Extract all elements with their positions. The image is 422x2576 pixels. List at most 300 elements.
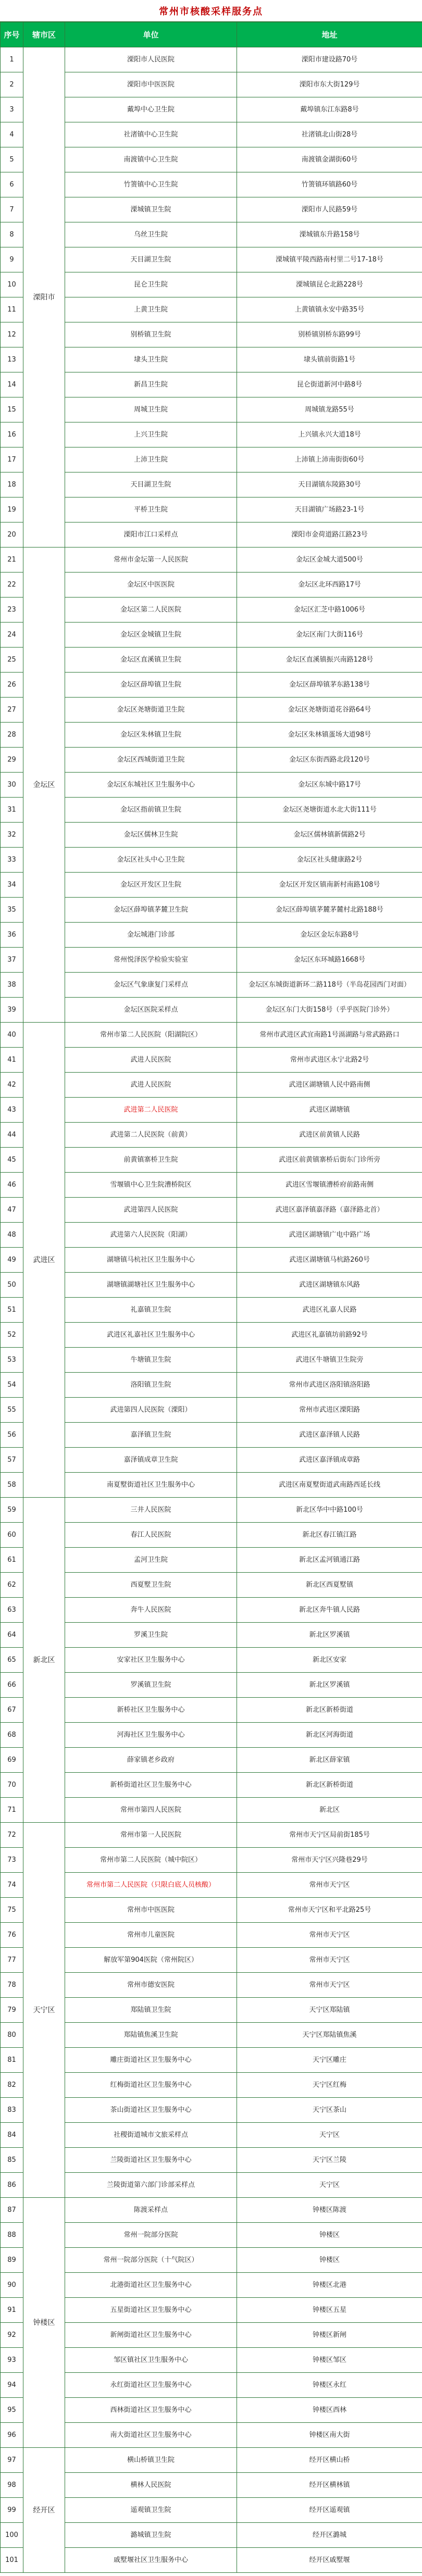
address-cell: 常州市天宁区局前街185号 <box>237 1823 422 1848</box>
unit-cell: 金坛区薛埠镇茅麓卫生院 <box>65 898 237 923</box>
address-cell: 常州市天宁区兴隆巷29号 <box>237 1848 422 1873</box>
unit-cell: 金坛区金城镇卫生院 <box>65 623 237 648</box>
unit-cell: 罗溪卫生院 <box>65 1623 237 1648</box>
unit-cell: 孟河卫生院 <box>65 1548 237 1573</box>
unit-cell: 周城卫生院 <box>65 397 237 422</box>
address-cell: 钟楼区五星 <box>237 2298 422 2323</box>
unit-cell: 茶山街道社区卫生服务中心 <box>65 2098 237 2123</box>
row-number: 29 <box>1 748 23 773</box>
unit-cell: 金坛区中医医院 <box>65 573 237 598</box>
row-number: 13 <box>1 347 23 372</box>
row-number: 32 <box>1 823 23 848</box>
unit-cell: 春江人民医院 <box>65 1523 237 1548</box>
unit-cell: 武进区礼嘉社区卫生服务中心 <box>65 1323 237 1348</box>
district-cell: 新北区 <box>23 1498 65 1823</box>
header-unit: 单位 <box>65 22 237 47</box>
unit-cell: 常州市第二人民医院（城中院区） <box>65 1848 237 1873</box>
unit-cell: 西林街道社区卫生服务中心 <box>65 2398 237 2423</box>
address-cell: 天宁区茶山 <box>237 2098 422 2123</box>
address-cell: 昆仑街道新河中路8号 <box>237 372 422 397</box>
row-number: 54 <box>1 1373 23 1398</box>
address-cell: 经开区横山桥 <box>237 2448 422 2473</box>
row-number: 86 <box>1 2173 23 2198</box>
table-row <box>1 547 422 573</box>
unit-cell: 天目湖卫生院 <box>65 472 237 497</box>
unit-cell: 溧阳市江口采样点 <box>65 522 237 547</box>
unit-cell: 横林人民医院 <box>65 2473 237 2498</box>
unit-cell: 埭头卫生院 <box>65 347 237 372</box>
row-number: 47 <box>1 1198 23 1223</box>
row-number: 74 <box>1 1873 23 1898</box>
row-number: 8 <box>1 222 23 247</box>
address-cell: 钟楼区邹区 <box>237 2348 422 2373</box>
row-number: 97 <box>1 2448 23 2473</box>
row-number: 40 <box>1 1023 23 1048</box>
unit-cell: 常州一院部分医院（十气院区） <box>65 2248 237 2273</box>
unit-cell: 湖塘镇湖塘社区卫生服务中心 <box>65 1273 237 1298</box>
unit-cell: 新昌卫生院 <box>65 372 237 397</box>
address-cell: 新北区西夏墅镇 <box>237 1573 422 1598</box>
table-row <box>1 1498 422 1523</box>
row-number: 98 <box>1 2473 23 2498</box>
address-cell: 周城镇龙路55号 <box>237 397 422 422</box>
address-cell: 武进区湖塘镇广电中路广场 <box>237 1223 422 1248</box>
row-number: 94 <box>1 2373 23 2398</box>
unit-cell: 郑陆镇卫生院 <box>65 1998 237 2023</box>
unit-cell: 遥观镇卫生院 <box>65 2498 237 2523</box>
row-number: 49 <box>1 1248 23 1273</box>
row-number: 24 <box>1 623 23 648</box>
address-cell: 武进区雪堰镇漕桥府前路南侧 <box>237 1173 422 1198</box>
address-cell: 武进区礼嘉镇坊前路92号 <box>237 1323 422 1348</box>
address-cell: 常州市武进区溧阳路 <box>237 1398 422 1423</box>
address-cell: 别桥镇别桥东路99号 <box>237 322 422 347</box>
row-number: 89 <box>1 2248 23 2273</box>
unit-cell: 武进第二人民医院 <box>65 1098 237 1123</box>
address-cell: 钟楼区北港 <box>237 2273 422 2298</box>
header-district: 辖市区 <box>23 22 65 47</box>
row-number: 4 <box>1 122 23 147</box>
address-cell: 钟楼区 <box>237 2223 422 2248</box>
district-cell: 经开区 <box>23 2448 65 2573</box>
unit-cell: 金坛城港门诊部 <box>65 923 237 948</box>
row-number: 93 <box>1 2348 23 2373</box>
header-address: 地址 <box>237 22 422 47</box>
row-number: 14 <box>1 372 23 397</box>
unit-cell: 常州市第二人民医院（只限白底人员核酸） <box>65 1873 237 1898</box>
address-cell: 钟楼区南大街 <box>237 2423 422 2448</box>
row-number: 34 <box>1 873 23 898</box>
row-number: 92 <box>1 2323 23 2348</box>
unit-cell: 金坛区指前镇卫生院 <box>65 798 237 823</box>
row-number: 84 <box>1 2123 23 2148</box>
row-number: 53 <box>1 1348 23 1373</box>
row-number: 56 <box>1 1423 23 1448</box>
row-number: 77 <box>1 1948 23 1973</box>
unit-cell: 溧阳市中医医院 <box>65 72 237 97</box>
unit-cell: 戴埠中心卫生院 <box>65 97 237 122</box>
row-number: 61 <box>1 1548 23 1573</box>
row-number: 3 <box>1 97 23 122</box>
address-cell: 经开区戚墅堰 <box>237 2548 422 2573</box>
row-number: 101 <box>1 2548 23 2573</box>
unit-cell: 武进人民医院 <box>65 1048 237 1073</box>
row-number: 6 <box>1 172 23 197</box>
row-number: 96 <box>1 2423 23 2448</box>
row-number: 57 <box>1 1448 23 1473</box>
unit-cell: 永红街道社区卫生服务中心 <box>65 2373 237 2398</box>
address-cell: 钟楼区 <box>237 2248 422 2273</box>
address-cell: 溧阳市金荷道路江路23号 <box>237 522 422 547</box>
address-cell: 武进区前黄镇寨桥后街东门诊所旁 <box>237 1148 422 1173</box>
address-cell: 新北区新桥街道 <box>237 1698 422 1723</box>
unit-cell: 上兴卫生院 <box>65 422 237 447</box>
unit-cell: 常州市中医医院 <box>65 1898 237 1923</box>
unit-cell: 解放军第904医院（常州院区） <box>65 1948 237 1973</box>
address-cell: 武进区礼嘉人民路 <box>237 1298 422 1323</box>
table-row <box>1 1823 422 1848</box>
unit-cell: 兰陵街道社区卫生服务中心 <box>65 2148 237 2173</box>
address-cell: 新北区春江镇江路 <box>237 1523 422 1548</box>
row-number: 44 <box>1 1123 23 1148</box>
address-cell: 溧阳市建设路70号 <box>237 47 422 72</box>
unit-cell: 溧阳市人民医院 <box>65 47 237 72</box>
row-number: 5 <box>1 147 23 172</box>
unit-cell: 南大街道社区卫生服务中心 <box>65 2423 237 2448</box>
unit-cell: 湖塘镇马杭社区卫生服务中心 <box>65 1248 237 1273</box>
address-cell: 上黄镇镇永安中路35号 <box>237 297 422 322</box>
row-number: 41 <box>1 1048 23 1073</box>
row-number: 99 <box>1 2498 23 2523</box>
unit-cell: 上黄卫生院 <box>65 297 237 322</box>
row-number: 62 <box>1 1573 23 1598</box>
row-number: 20 <box>1 522 23 547</box>
address-cell: 常州市天宁区 <box>237 1923 422 1948</box>
address-cell: 上沛镇上沛南街街60号 <box>237 447 422 472</box>
address-cell: 戴埠镇东江东路8号 <box>237 97 422 122</box>
table-row <box>1 1023 422 1048</box>
row-number: 22 <box>1 573 23 598</box>
unit-cell: 常州市第一人民医院 <box>65 1823 237 1848</box>
address-cell: 金坛区金城大道500号 <box>237 547 422 573</box>
unit-cell: 常州市第四人民医院 <box>65 1798 237 1823</box>
row-number: 48 <box>1 1223 23 1248</box>
unit-cell: 南夏墅街道社区卫生服务中心 <box>65 1473 237 1498</box>
unit-cell: 金坛区医院采样点 <box>65 998 237 1023</box>
unit-cell: 三井人民医院 <box>65 1498 237 1523</box>
row-number: 70 <box>1 1773 23 1798</box>
unit-cell: 上沛卫生院 <box>65 447 237 472</box>
row-number: 72 <box>1 1823 23 1848</box>
address-cell: 常州市武进区武宜南路1号滆湖路与常武路路口 <box>237 1023 422 1048</box>
address-cell: 武进区牛塘镇卫生院旁 <box>237 1348 422 1373</box>
table-row <box>1 2448 422 2473</box>
row-number: 66 <box>1 1673 23 1698</box>
unit-cell: 雪堰镇中心卫生院漕桥院区 <box>65 1173 237 1198</box>
address-cell: 武进区嘉泽镇嘉泽路（嘉泽路北首） <box>237 1198 422 1223</box>
address-cell: 金坛区东环城路1668号 <box>237 948 422 973</box>
address-cell: 武进区南夏墅街道武南路西延长线 <box>237 1473 422 1498</box>
address-cell: 新北区奔牛镇人民路 <box>237 1598 422 1623</box>
row-number: 65 <box>1 1648 23 1673</box>
row-number: 9 <box>1 247 23 272</box>
unit-cell: 武进第二人民医院（前黄） <box>65 1123 237 1148</box>
unit-cell: 新闸街道社区卫生服务中心 <box>65 2323 237 2348</box>
table-row <box>1 2198 422 2223</box>
row-number: 75 <box>1 1898 23 1923</box>
address-cell: 武进区嘉泽镇成章路 <box>237 1448 422 1473</box>
row-number: 78 <box>1 1973 23 1998</box>
row-number: 83 <box>1 2098 23 2123</box>
address-cell: 新北区罗溪镇 <box>237 1623 422 1648</box>
address-cell: 金坛区汇芝中路1006号 <box>237 598 422 623</box>
unit-cell: 洛阳镇卫生院 <box>65 1373 237 1398</box>
address-cell: 金坛区尧塘街道花谷路64号 <box>237 698 422 723</box>
address-cell: 常州市天宁区和平北路25号 <box>237 1898 422 1923</box>
row-number: 82 <box>1 2073 23 2098</box>
unit-cell: 邹区镇社区卫生服务中心 <box>65 2348 237 2373</box>
address-cell: 天宁区 <box>237 2173 422 2198</box>
unit-cell: 南渡镇中心卫生院 <box>65 147 237 172</box>
address-cell: 溧阳市东大街129号 <box>237 72 422 97</box>
unit-cell: 金坛区气象康复门采样点 <box>65 973 237 998</box>
header-no: 序号 <box>1 22 23 47</box>
address-cell: 金坛区南门大街116号 <box>237 623 422 648</box>
unit-cell: 常州市德安医院 <box>65 1973 237 1998</box>
row-number: 37 <box>1 948 23 973</box>
row-number: 42 <box>1 1073 23 1098</box>
address-cell: 溧城镇东升路158号 <box>237 222 422 247</box>
unit-cell: 雕庄街道社区卫生服务中心 <box>65 2048 237 2073</box>
unit-cell: 溧城镇卫生院 <box>65 197 237 222</box>
unit-cell: 武进人民医院 <box>65 1073 237 1098</box>
unit-cell: 金坛区儒林卫生院 <box>65 823 237 848</box>
address-cell: 金坛区社头健康路2号 <box>237 848 422 873</box>
row-number: 88 <box>1 2223 23 2248</box>
row-number: 60 <box>1 1523 23 1548</box>
unit-cell: 前黄镇寨桥卫生院 <box>65 1148 237 1173</box>
row-number: 10 <box>1 272 23 297</box>
address-cell: 金坛区薛埠镇茅麓茅麓村北路188号 <box>237 898 422 923</box>
address-cell: 钟楼区陈渡 <box>237 2198 422 2223</box>
unit-cell: 社渚镇中心卫生院 <box>65 122 237 147</box>
row-number: 52 <box>1 1323 23 1348</box>
row-number: 55 <box>1 1398 23 1423</box>
unit-cell: 金坛区薛埠镇卫生院 <box>65 673 237 698</box>
address-cell: 金坛区东城中路17号 <box>237 773 422 798</box>
row-number: 64 <box>1 1623 23 1648</box>
address-cell: 常州市天宁区 <box>237 1973 422 1998</box>
row-number: 31 <box>1 798 23 823</box>
unit-cell: 常州市儿童医院 <box>65 1923 237 1948</box>
unit-cell: 嘉泽镇成章卫生院 <box>65 1448 237 1473</box>
unit-cell: 潞城镇卫生院 <box>65 2523 237 2548</box>
row-number: 15 <box>1 397 23 422</box>
row-number: 45 <box>1 1148 23 1173</box>
address-cell: 新北区河海街道 <box>237 1723 422 1748</box>
address-cell: 武进区湖塘镇马杭路260号 <box>237 1248 422 1273</box>
row-number: 27 <box>1 698 23 723</box>
row-number: 38 <box>1 973 23 998</box>
row-number: 26 <box>1 673 23 698</box>
header-row <box>1 22 422 47</box>
unit-cell: 西夏墅卫生院 <box>65 1573 237 1598</box>
unit-cell: 陈渡采样点 <box>65 2198 237 2223</box>
unit-cell: 新桥社区卫生服务中心 <box>65 1698 237 1723</box>
row-number: 59 <box>1 1498 23 1523</box>
unit-cell: 新桥街道社区卫生服务中心 <box>65 1773 237 1798</box>
address-cell: 钟楼区新闸 <box>237 2323 422 2348</box>
page-title: 常州市核酸采样服务点 <box>0 0 422 22</box>
district-cell: 溧阳市 <box>23 47 65 547</box>
address-cell: 武进区湖塘镇人民中路南侧 <box>237 1073 422 1098</box>
row-number: 51 <box>1 1298 23 1323</box>
address-cell: 新北区华中中路100号 <box>237 1498 422 1523</box>
unit-cell: 安家社区卫生服务中心 <box>65 1648 237 1673</box>
address-cell: 金坛区北环西路17号 <box>237 573 422 598</box>
row-number: 25 <box>1 648 23 673</box>
address-cell: 天目湖镇广场路23-1号 <box>237 497 422 522</box>
row-number: 30 <box>1 773 23 798</box>
address-cell: 金坛区开发区镇南新村南路108号 <box>237 873 422 898</box>
address-cell: 竹箦镇环镇路60号 <box>237 172 422 197</box>
address-cell: 常州市天宁区 <box>237 1873 422 1898</box>
unit-cell: 兰陵街道第六部门诊部采样点 <box>65 2173 237 2198</box>
address-cell: 溧阳市人民路59号 <box>237 197 422 222</box>
row-number: 19 <box>1 497 23 522</box>
address-cell: 金坛区尧塘街道水北大街111号 <box>237 798 422 823</box>
row-number: 91 <box>1 2298 23 2323</box>
address-cell: 天目湖镇东陵路30号 <box>237 472 422 497</box>
row-number: 80 <box>1 2023 23 2048</box>
row-number: 2 <box>1 72 23 97</box>
unit-cell: 竹箦镇中心卫生院 <box>65 172 237 197</box>
address-cell: 天宁区 <box>237 2123 422 2148</box>
address-cell: 新北区安家 <box>237 1648 422 1673</box>
row-number: 73 <box>1 1848 23 1873</box>
address-cell: 武进区前黄镇人民路 <box>237 1123 422 1148</box>
address-cell: 金坛区直溪镇振兴南路128号 <box>237 648 422 673</box>
row-number: 12 <box>1 322 23 347</box>
row-number: 43 <box>1 1098 23 1123</box>
unit-cell: 北港街道社区卫生服务中心 <box>65 2273 237 2298</box>
address-cell: 溧城镇昆仑北路228号 <box>237 272 422 297</box>
address-cell: 金坛区朱林镇蛋场大道98号 <box>237 723 422 748</box>
row-number: 67 <box>1 1698 23 1723</box>
row-number: 63 <box>1 1598 23 1623</box>
row-number: 17 <box>1 447 23 472</box>
row-number: 69 <box>1 1748 23 1773</box>
unit-cell: 戚墅堰社区卫生服务中心 <box>65 2548 237 2573</box>
row-number: 36 <box>1 923 23 948</box>
row-number: 39 <box>1 998 23 1023</box>
row-number: 23 <box>1 598 23 623</box>
service-points-table <box>0 22 422 2573</box>
address-cell: 天宁区兰陵 <box>237 2148 422 2173</box>
row-number: 79 <box>1 1998 23 2023</box>
row-number: 85 <box>1 2148 23 2173</box>
unit-cell: 武进第四人民医院 <box>65 1198 237 1223</box>
unit-cell: 武进第四人民医院（溧阳） <box>65 1398 237 1423</box>
unit-cell: 金坛区直溪镇卫生院 <box>65 648 237 673</box>
row-number: 46 <box>1 1173 23 1198</box>
address-cell: 埭头镇前街路1号 <box>237 347 422 372</box>
table-body <box>1 47 422 2573</box>
unit-cell: 常州市金坛第一人民医院 <box>65 547 237 573</box>
address-cell: 南渡镇金湖街60号 <box>237 147 422 172</box>
row-number: 1 <box>1 47 23 72</box>
address-cell: 溧城镇平陵西路南村里二号17-18号 <box>237 247 422 272</box>
row-number: 68 <box>1 1723 23 1748</box>
address-cell: 金坛区东城街道新环二路118号（半岛花园西门对面） <box>237 973 422 998</box>
address-cell: 天宁区郑陆镇 <box>237 1998 422 2023</box>
row-number: 16 <box>1 422 23 447</box>
address-cell: 钟楼区永红 <box>237 2373 422 2398</box>
row-number: 71 <box>1 1798 23 1823</box>
row-number: 18 <box>1 472 23 497</box>
unit-cell: 武进第六人民医院（阳湖） <box>65 1223 237 1248</box>
address-cell: 金坛区东门大街158号（乎乎医院门诊外） <box>237 998 422 1023</box>
unit-cell: 昆仑卫生院 <box>65 272 237 297</box>
unit-cell: 天目湖卫生院 <box>65 247 237 272</box>
unit-cell: 金坛区社头中心卫生院 <box>65 848 237 873</box>
address-cell: 新北区罗溪镇 <box>237 1673 422 1698</box>
unit-cell: 礼嘉镇卫生院 <box>65 1298 237 1323</box>
district-cell: 天宁区 <box>23 1823 65 2198</box>
unit-cell: 薛家镇老乡政府 <box>65 1748 237 1773</box>
table-row <box>1 47 422 72</box>
address-cell: 天宁区郑陆镇焦溪 <box>237 2023 422 2048</box>
unit-cell: 别桥镇卫生院 <box>65 322 237 347</box>
row-number: 33 <box>1 848 23 873</box>
row-number: 87 <box>1 2198 23 2223</box>
unit-cell: 牛塘镇卫生院 <box>65 1348 237 1373</box>
unit-cell: 常州市第二人民医院（阳湖院区） <box>65 1023 237 1048</box>
address-cell: 金坛区东街西路北段120号 <box>237 748 422 773</box>
unit-cell: 金坛区东城社区卫生服务中心 <box>65 773 237 798</box>
district-cell: 武进区 <box>23 1023 65 1498</box>
address-cell: 天宁区雕庄 <box>237 2048 422 2073</box>
row-number: 76 <box>1 1923 23 1948</box>
address-cell: 常州市天宁区 <box>237 1948 422 1973</box>
unit-cell: 郑陆镇焦溪卫生院 <box>65 2023 237 2048</box>
unit-cell: 金坛区朱林镇卫生院 <box>65 723 237 748</box>
address-cell: 钟楼区西林 <box>237 2398 422 2423</box>
unit-cell: 河海社区卫生服务中心 <box>65 1723 237 1748</box>
address-cell: 常州市武进区永宁北路2号 <box>237 1048 422 1073</box>
row-number: 100 <box>1 2523 23 2548</box>
address-cell: 新北区薛家镇 <box>237 1748 422 1773</box>
unit-cell: 金坛区尧塘街道卫生院 <box>65 698 237 723</box>
unit-cell: 金坛区第二人民医院 <box>65 598 237 623</box>
unit-cell: 横山桥镇卫生院 <box>65 2448 237 2473</box>
unit-cell: 红梅街道社区卫生服务中心 <box>65 2073 237 2098</box>
address-cell: 常州市武进区洛阳镇洛阳路 <box>237 1373 422 1398</box>
row-number: 11 <box>1 297 23 322</box>
address-cell: 天宁区红梅 <box>237 2073 422 2098</box>
unit-cell: 金坛区西城街道卫生院 <box>65 748 237 773</box>
row-number: 35 <box>1 898 23 923</box>
unit-cell: 常州一院部分医院 <box>65 2223 237 2248</box>
unit-cell: 罗溪镇卫生院 <box>65 1673 237 1698</box>
row-number: 90 <box>1 2273 23 2298</box>
address-cell: 经开区横林镇 <box>237 2473 422 2498</box>
address-cell: 经开区遥观镇 <box>237 2498 422 2523</box>
unit-cell: 常州悦泽医学检验实验室 <box>65 948 237 973</box>
unit-cell: 嘉泽镇卫生院 <box>65 1423 237 1448</box>
unit-cell: 奔牛人民医院 <box>65 1598 237 1623</box>
address-cell: 金坛区薛埠镇茅东路138号 <box>237 673 422 698</box>
